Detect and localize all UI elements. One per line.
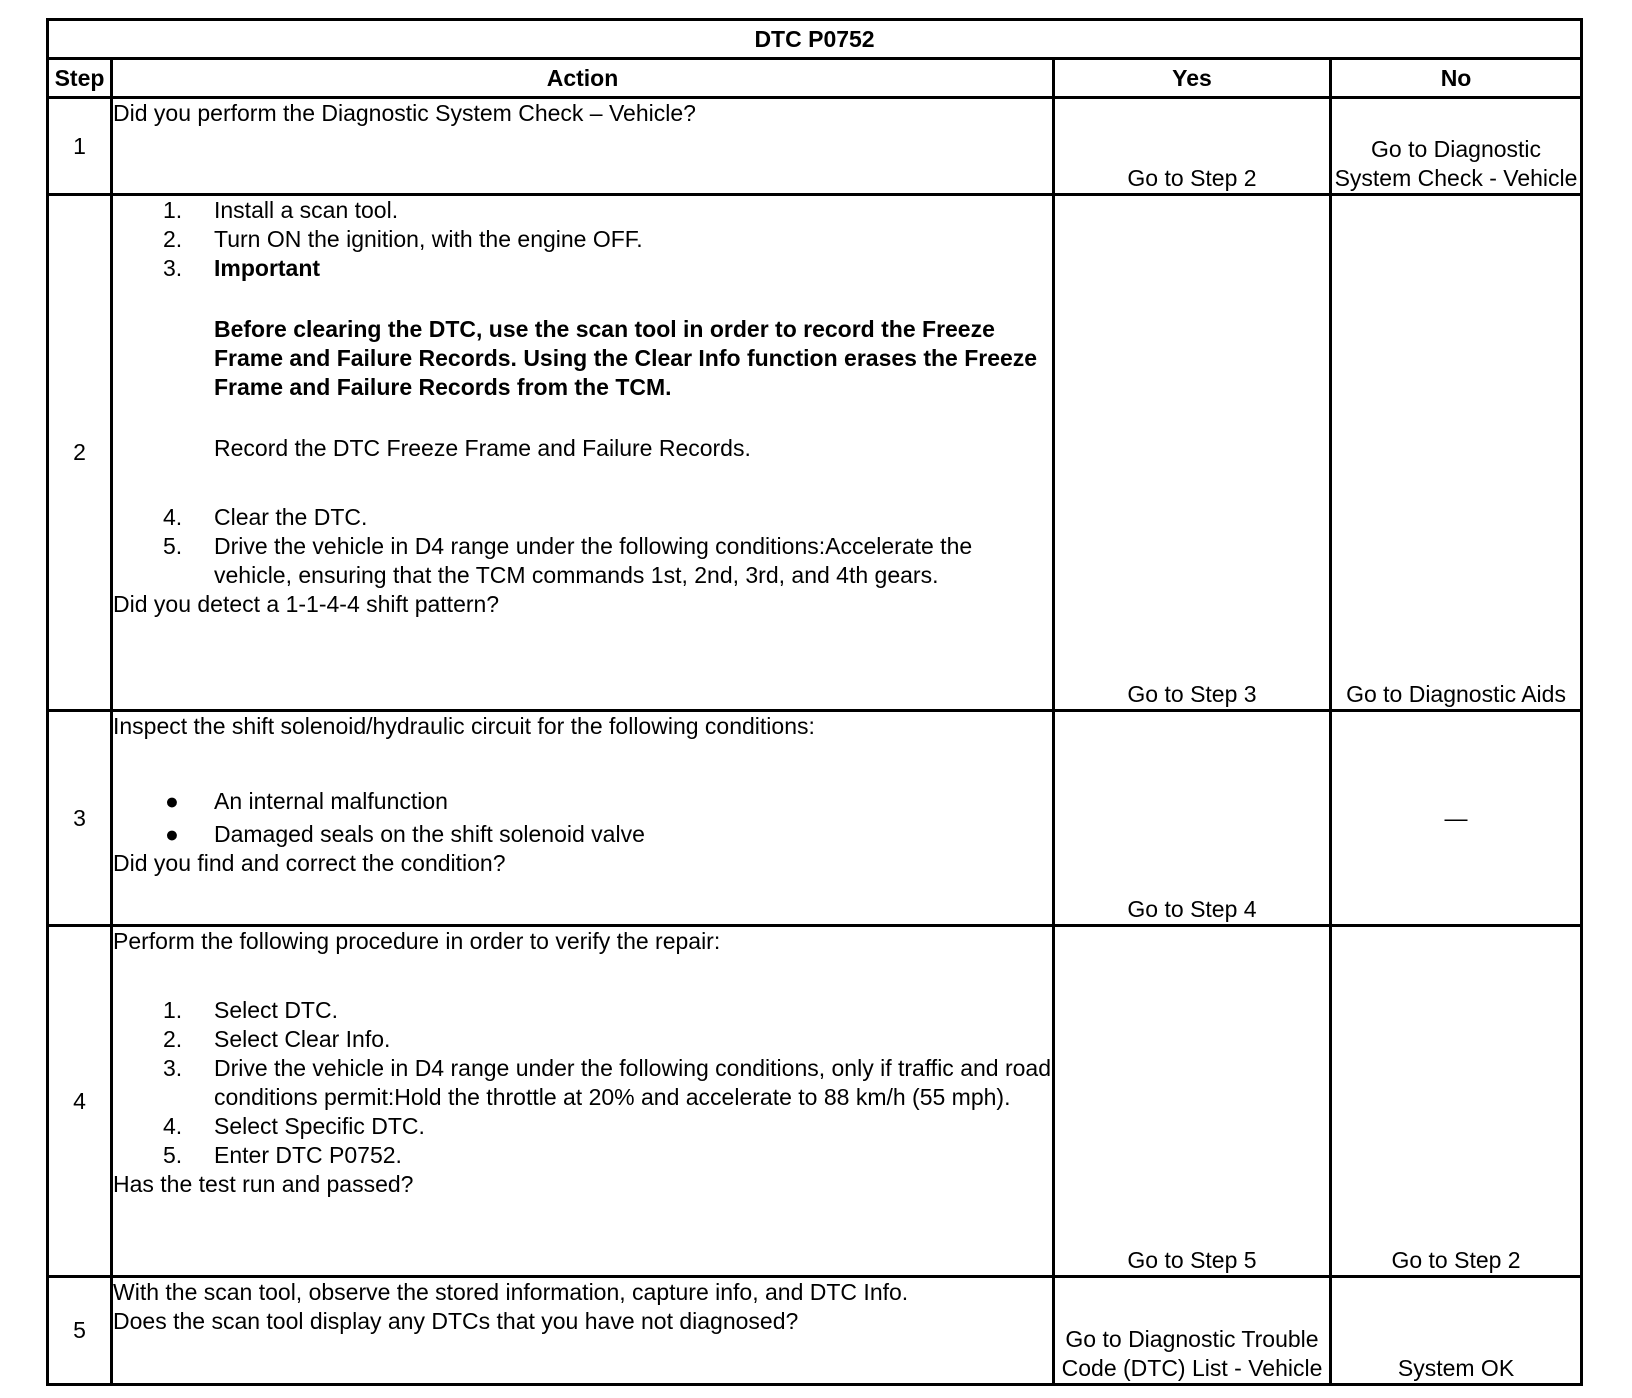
- procedure-list: [113, 996, 1052, 1170]
- header-step: Step: [48, 59, 112, 98]
- yes-cell: Go to Step 4: [1054, 711, 1331, 926]
- list-item: ● Damaged seals on the shift solenoid valve: [165, 821, 645, 847]
- yes-cell: Go to Step 2: [1054, 98, 1331, 195]
- list-item: 4. Clear the DTC.: [163, 504, 368, 530]
- step-number: 3: [48, 711, 112, 926]
- list-item: 4. Select Specific DTC.: [163, 1113, 425, 1139]
- no-cell: Go to Step 2: [1331, 926, 1582, 1277]
- no-cell: —: [1331, 711, 1582, 926]
- table-row: [48, 195, 1582, 711]
- header-yes: Yes: [1054, 59, 1331, 98]
- no-cell: Go to Diagnostic System Check - Vehicle: [1331, 98, 1582, 195]
- list-item: 5. Drive the vehicle in D4 range under the following conditions:Accelerate the vehicle, ensuring that the TCM commands 1st, 2nd, 3rd, and 4th gears.: [163, 533, 973, 588]
- list-item: 2. Turn ON the ignition, with the engine OFF.: [163, 226, 643, 252]
- yes-cell: Go to Step 5: [1054, 926, 1331, 1277]
- important-note: Before clearing the DTC, use the scan tool in order to record the Freeze Frame and Failure Records. Using the Clear Info function erases the Freeze Frame and Failure Records from the TCM.: [214, 316, 1038, 400]
- no-cell: Go to Diagnostic Aids: [1331, 195, 1582, 711]
- action-text: Did you perform the Diagnostic System Check – Vehicle?: [113, 100, 696, 126]
- action-question: Did you detect a 1-1-4-4 shift pattern?: [113, 591, 500, 617]
- procedure-list: [113, 503, 1052, 590]
- no-cell: System OK: [1331, 1277, 1582, 1385]
- list-item: 2. Select Clear Info.: [163, 1026, 391, 1052]
- action-text: Perform the following procedure in order to verify the repair:: [113, 928, 721, 954]
- action-question: Did you find and correct the condition?: [113, 850, 506, 876]
- action-cell: [112, 926, 1054, 1277]
- action-cell: [112, 1277, 1054, 1385]
- table-row: [48, 1277, 1582, 1385]
- yes-cell: Go to Diagnostic Trouble Code (DTC) List - Vehicle: [1054, 1277, 1331, 1385]
- table-row: [48, 711, 1582, 926]
- yes-cell: Go to Step 3: [1054, 195, 1331, 711]
- condition-list: [113, 787, 1052, 849]
- step-number: 4: [48, 926, 112, 1277]
- list-item: 3. Important: [163, 255, 321, 281]
- list-item: 1. Select DTC.: [163, 997, 338, 1023]
- table-title: DTC P0752: [48, 20, 1582, 59]
- step-number: 5: [48, 1277, 112, 1385]
- header-action: Action: [112, 59, 1054, 98]
- table-row: [48, 926, 1582, 1277]
- list-item: 1. Install a scan tool.: [163, 197, 399, 223]
- step-number: 2: [48, 195, 112, 711]
- action-question: Has the test run and passed?: [113, 1171, 414, 1197]
- action-cell: [112, 195, 1054, 711]
- procedure-list: [113, 196, 1052, 283]
- important-label: Important: [214, 255, 321, 281]
- action-text: With the scan tool, observe the stored information, capture info, and DTC Info.: [113, 1279, 909, 1305]
- table-row: [48, 98, 1582, 195]
- action-text: Inspect the shift solenoid/hydraulic circuit for the following conditions:: [113, 713, 815, 739]
- action-cell: [112, 98, 1054, 195]
- list-item: 3. Drive the vehicle in D4 range under the following conditions, only if traffic and road conditions permit:Hold the throttle at 20% and accelerate to 88 km/h (55 mph).: [163, 1055, 1051, 1110]
- step-number: 1: [48, 98, 112, 195]
- record-instruction: Record the DTC Freeze Frame and Failure Records.: [214, 435, 751, 461]
- list-item: ● An internal malfunction: [165, 788, 448, 814]
- header-no: No: [1331, 59, 1582, 98]
- dtc-table: [46, 18, 1583, 1386]
- action-question: Does the scan tool display any DTCs that you have not diagnosed?: [113, 1308, 799, 1334]
- list-item: 5. Enter DTC P0752.: [163, 1142, 402, 1168]
- action-cell: [112, 711, 1054, 926]
